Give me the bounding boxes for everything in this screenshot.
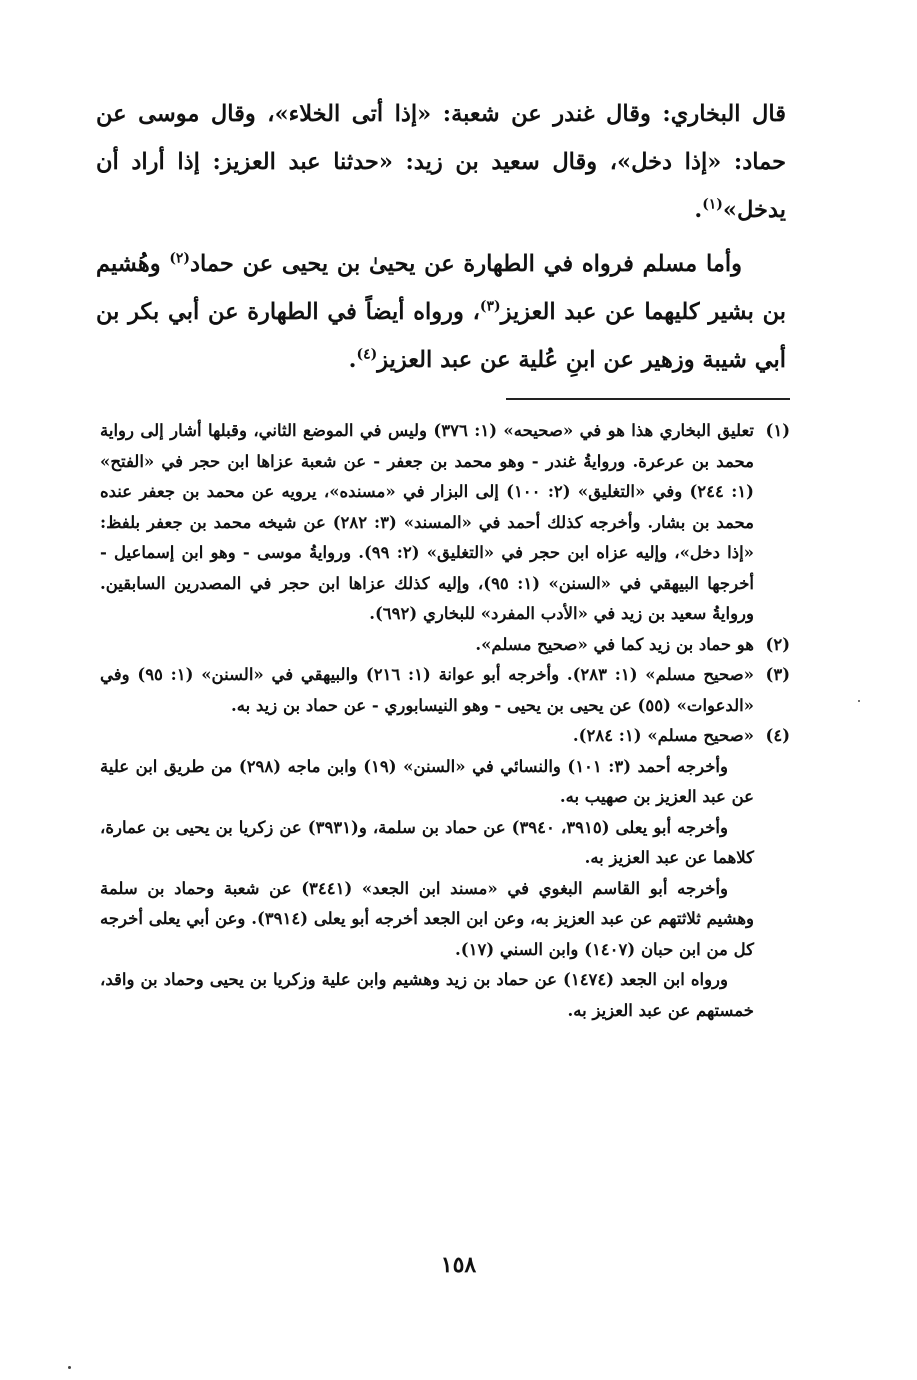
paragraph-2-end: . [348,347,357,373]
scan-speck [68,1366,71,1369]
footnote-3 [100,660,790,721]
footnote-number: (٣) [765,665,790,684]
footnote-paragraph: ورواه ابن الجعد (١٤٧٤) عن حماد بن زيد وهشيم وابن علية وزكريا بن يحيى وحماد بن واقد، خمستهم عن عبد العزيز به. [100,970,754,1020]
main-paragraph-2 [96,240,786,384]
footnote-number: (١) [765,421,790,440]
footnote-ref-4: (٤) [356,346,378,363]
footnote-number: (٢) [765,634,790,654]
footnote-paragraph: وأخرجه أبو يعلى (٣٩١٥، ٣٩٤٠) عن حماد بن سلمة، و(٣٩٣١) عن زكريا بن يحيى بن عمارة، كلاهما عن عبد العزيز به. [100,817,754,867]
footnote-1 [100,416,790,630]
footnote-separator-rule [506,398,790,400]
footnote-paragraph: «صحيح مسلم» (١: ٢٨٣). وأخرجه أبو عوانة (١: ٢١٦) والبيهقي في «السنن» (١: ٩٥) وفي «الدعوات» (٥٥) عن يحيى بن يحيى - وهو النيسابوري - عن حماد بن زيد به. [100,665,754,715]
footnote-4 [100,721,790,1026]
footnote-ref-2: (٢) [169,250,191,267]
paragraph-1-text: قال البخاري: وقال غندر عن شعبة: «إذا أتى الخلاء»، وقال موسى عن حماد: «إذا دخل»، وقال سعيد بن زيد: «حدثنا عبد العزيز: إذا أراد أن يدخل» [96,101,786,223]
scan-speck [858,700,860,702]
footnote-paragraph: وأخرجه أحمد (٣: ١٠١) والنسائي في «السنن» (١٩) وابن ماجه (٢٩٨) من طريق ابن علية عن عبد العزيز بن صهيب به. [100,756,754,806]
paragraph-1-end: . [694,197,703,223]
footnote-ref-1: (١) [702,196,723,213]
footnote-body [100,630,754,661]
footnote-paragraph: «صحيح مسلم» (١: ٢٨٤). [572,726,754,745]
footnote-2 [100,630,790,661]
footnote-number: (٤) [765,726,790,745]
footnote-paragraph: هو حماد بن زيد كما في «صحيح مسلم». [475,634,754,654]
footnote-paragraph: تعليق البخاري هذا هو في «صحيحه» (١: ٣٧٦) وليس في الموضع الثاني، وقبلها أشار إلى رواية محمد بن عرعرة. وروايةُ غندر - وهو محمد بن جعفر - عن شعبة عزاها ابن حجر في «الفتح» (١: ٢٤٤) وفي «التغليق» (٢: ١٠٠) إلى البزار في «مسنده»، يرويه عن محمد بن جعفر عنده محمد بن بشار. وأخرجه كذلك أحمد في «المسند» (٣: ٢٨٢) عن شيخه محمد بن جعفر بلفظ: «إذا دخل»، وإليه عزاه ابن حجر في «التغليق» (٢: ٩٩). وروايةُ موسى - وهو ابن إسماعيل - أخرجها البيهقي في «السنن» (١: ٩٥)، وإليه كذلك عزاها ابن حجر في المصدرين السابقين. وروايةُ سعيد بن زيد في «الأدب المفرد» للبخاري (٦٩٢). [100,421,755,623]
paragraph-2-text-c: ، ورواه أيضاً في الطهارة عن أبي بكر بن أبي شيبة وزهير عن ابنِ عُلية عن عبد العزيز [96,299,786,373]
footnote-paragraph: وأخرجه أبو القاسم البغوي في «مسند ابن الجعد» (٣٤٤١) عن شعبة وحماد بن سلمة وهشيم ثلاثتهم عن عبد العزيز به، وعن ابن الجعد أخرجه أبو يعلى (٣٩١٤). وعن أبي يعلى أخرجه كل من ابن حبان (١٤٠٧) وابن السني (١٧). [100,878,754,959]
main-paragraph-1 [96,90,786,234]
footnote-body [100,416,754,630]
footnote-body [100,660,754,721]
page-number: ١٥٨ [440,1252,477,1278]
footnote-body [100,721,754,1026]
footnotes-section [100,416,790,1026]
footnote-ref-3: (٣) [479,298,501,315]
paragraph-2-text-a: وأما مسلم فرواه في الطهارة عن يحيىٰ بن يحيى عن حماد [190,251,742,277]
paragraph-2-text-b: وهُشيم بن بشير كليهما عن عبد العزيز [96,251,786,325]
